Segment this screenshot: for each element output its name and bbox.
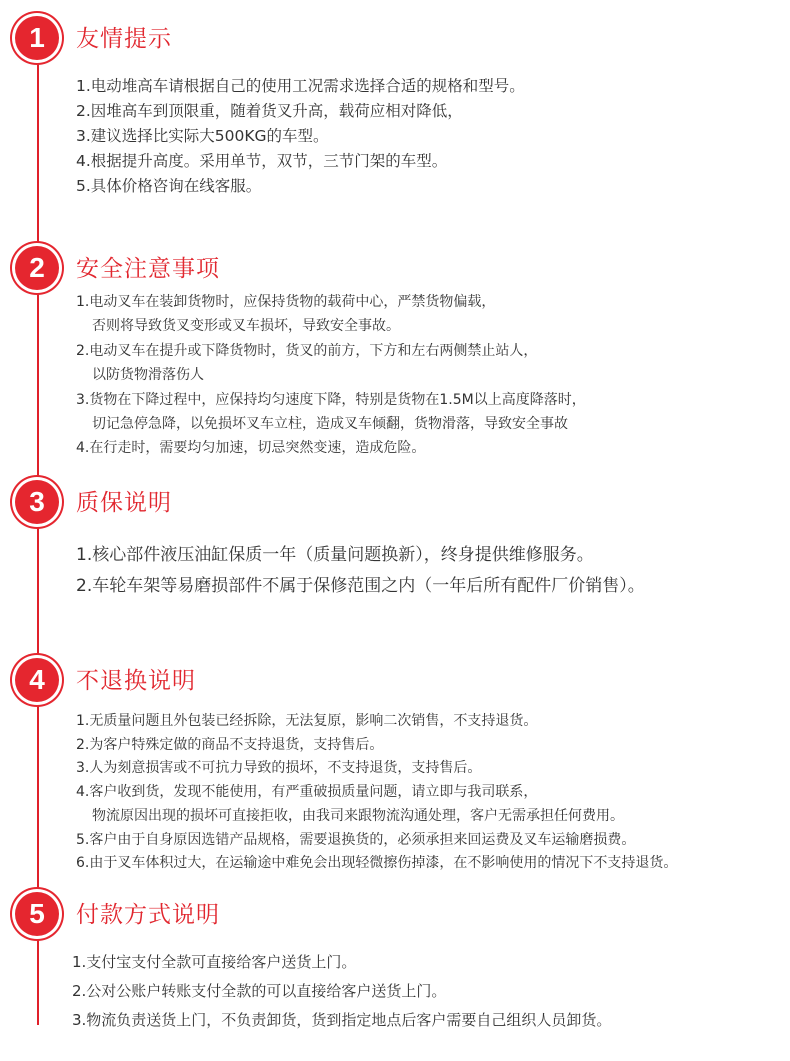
section-title: 质保说明	[76, 490, 172, 516]
list-item: 2.车轮车架等易磨损部件不属于保修范围之内（一年后所有配件厂价销售）。	[76, 576, 645, 596]
list-item: 3.人为刻意损害或不可抗力导致的损坏，不支持退货，支持售后。	[76, 760, 482, 777]
list-item: 4.根据提升高度。采用单节，双节，三节门架的车型。	[76, 152, 448, 170]
list-item: 3.建议选择比实际大500KG的车型。	[76, 127, 329, 145]
list-item: 3.物流负责送货上门，不负责卸货，货到指定地点后客户需要自己组织人员卸货。	[72, 1011, 612, 1029]
list-item: 5.客户由于自身原因选错产品规格，需要退换货的，必须承担来回运费及叉车运输磨损费。	[76, 831, 636, 848]
section-items	[76, 290, 586, 461]
section-items	[76, 74, 525, 199]
section-items	[76, 540, 645, 602]
list-item: 2.公对公账户转账支付全款的可以直接给客户送货上门。	[72, 982, 447, 1000]
section-title: 安全注意事项	[76, 256, 220, 282]
list-item: 1.支付宝支付全款可直接给客户送货上门。	[72, 953, 357, 971]
list-item: 4.客户收到货，发现不能使用，有严重破损质量问题，请立即与我司联系，	[76, 784, 538, 801]
section-title: 友情提示	[76, 26, 172, 52]
list-item: 4.在行走时，需要均匀加速，切忌突然变速，造成危险。	[76, 440, 426, 457]
list-item: 3.货物在下降过程中，应保持均匀速度下降，特别是货物在1.5M以上高度降落时，	[76, 391, 586, 408]
section-title: 不退换说明	[76, 668, 196, 694]
list-item: 2.因堆高车到顶限重，随着货叉升高，载荷应相对降低，	[76, 102, 463, 120]
section-items	[72, 948, 611, 1035]
list-item: 物流原因出现的损坏可直接拒收，由我司来跟物流沟通处理，客户无需承担任何费用。	[92, 807, 624, 824]
section-number-badge: 3	[15, 480, 59, 524]
list-item: 切记急停急降，以免损坏叉车立柱，造成叉车倾翻，货物滑落，导致安全事故	[92, 416, 568, 433]
list-item: 6.由于叉车体积过大，在运输途中难免会出现轻微擦伤掉漆，在不影响使用的情况下不支持退货。	[76, 855, 678, 872]
list-item: 1.电动堆高车请根据自己的使用工况需求选择合适的规格和型号。	[76, 77, 525, 95]
list-item: 以防货物滑落伤人	[92, 367, 204, 384]
list-item: 否则将导致货叉变形或叉车损坏，导致安全事故。	[92, 318, 400, 335]
list-item: 2.电动叉车在提升或下降货物时，货叉的前方，下方和左右两侧禁止站人，	[76, 342, 538, 359]
list-item: 1.无质量问题且外包装已经拆除，无法复原，影响二次销售，不支持退货。	[76, 713, 538, 729]
section-items	[76, 710, 677, 876]
list-item: 2.为客户特殊定做的商品不支持退货，支持售后。	[76, 736, 384, 753]
section-title: 付款方式说明	[76, 902, 220, 928]
section-number-badge: 4	[15, 658, 59, 702]
section-number-badge: 5	[15, 892, 59, 936]
section-number-badge: 2	[15, 246, 59, 290]
list-item: 1.核心部件液压油缸保质一年（质量问题换新），终身提供维修服务。	[76, 545, 594, 565]
list-item: 1.电动叉车在装卸货物时，应保持货物的载荷中心，严禁货物偏载，	[76, 294, 496, 310]
section-number-badge: 1	[15, 16, 59, 60]
list-item: 5.具体价格咨询在线客服。	[76, 177, 262, 195]
